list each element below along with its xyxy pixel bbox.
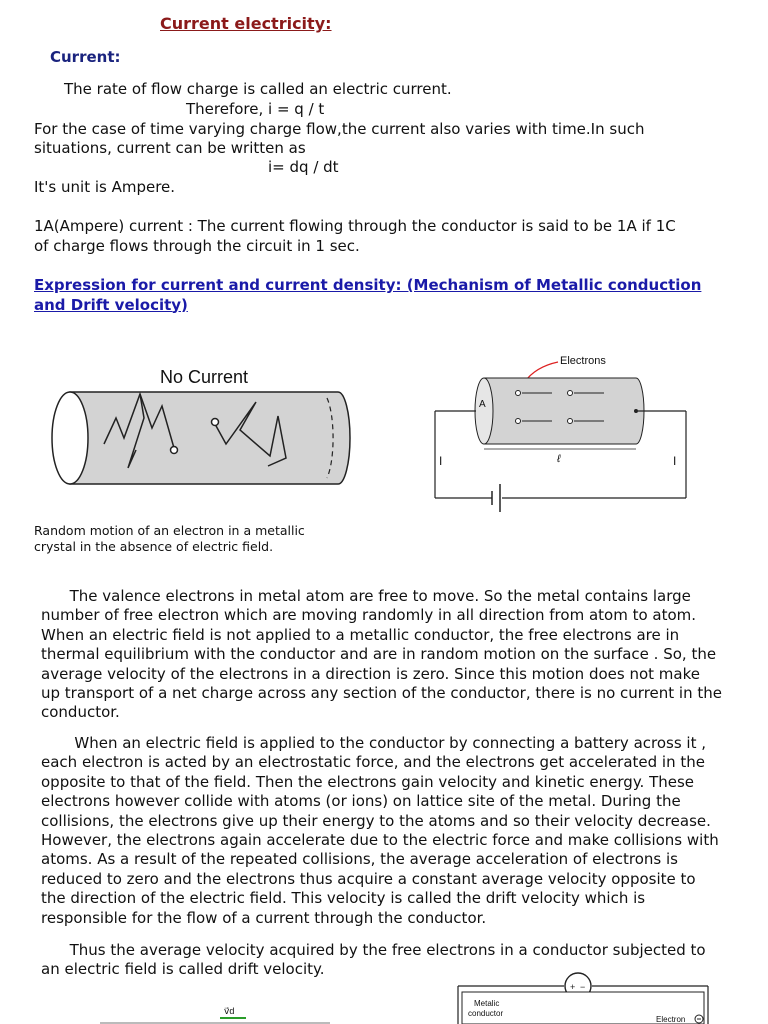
cylinder-end (52, 392, 88, 484)
para2-line: responsible for the flow of a current through the conductor. (41, 908, 487, 927)
caption-line-1: Random motion of an electron in a metallic (34, 523, 305, 538)
metallic-label-1: Metalic (474, 999, 500, 1008)
battery-minus-icon: − (580, 982, 586, 992)
current-label-right: I (673, 454, 677, 468)
para2-line: However, the electrons again accelerate due to the electric force and make collisions with (41, 831, 719, 850)
electron-dot (516, 391, 521, 396)
intro-line-1: The rate of flow charge is called an electric current. (64, 80, 452, 98)
para1-line: number of free electron which are moving randomly in all direction from atom to atom. (41, 606, 697, 625)
para3-line: Thus the average velocity acquired by the free electrons in a conductor subjected to (41, 941, 706, 959)
para1-line: up transport of a net charge across any section of the conductor, there is no current in the (41, 684, 722, 703)
intro-line-3: For the case of time varying charge flow,the current also varies with time.In such (34, 120, 645, 138)
electrons-label: Electrons (560, 355, 606, 367)
para1-line: thermal equilibrium with the conductor and are in random motion on the surface . So, the (41, 645, 717, 664)
no-current-figure (40, 358, 360, 488)
para2-line: electrons however collide with atoms (or ions) on lattice site of the metal. During the (41, 792, 681, 811)
para2-line: reduced to zero and the electrons thus acquire a constant average velocity opposite to (41, 869, 696, 888)
para2-line: collisions, the electrons give up their energy to the atoms and so their velocity decrease. (41, 811, 711, 830)
electron-dot (568, 391, 573, 396)
para2-line: the direction of the electric field. This velocity is called the drift velocity which is (41, 889, 646, 908)
para2-line: each electron is acted by an electrostatic force, and the electrons get accelerated in the (41, 753, 705, 772)
intro-formula-2: i= dq / dt (268, 158, 339, 176)
para1-line: The valence electrons in metal atom are free to move. So the metal contains large (41, 587, 691, 605)
electron-dot (516, 419, 521, 424)
right-terminal (634, 409, 638, 413)
section-heading-line-1: Expression for current and current density: (Mechanism of Metallic conduction (34, 276, 702, 294)
intro-line-7: 1A(Ampere) current : The current flowing through the conductor is said to be 1A if 1C (34, 217, 676, 235)
electron-1 (171, 447, 178, 454)
paragraph-1 (41, 587, 741, 723)
para3-line: an electric field is called drift velocity. (41, 960, 325, 979)
cylinder-body (70, 392, 350, 484)
vd-label: v⃗d (224, 1006, 235, 1016)
length-label: ℓ (557, 453, 561, 465)
metallic-conductor-figure (452, 970, 714, 1024)
current-heading: Current: (50, 48, 121, 66)
no-current-label: No Current (159, 367, 249, 387)
intro-formula-1: Therefore, i = q / t (186, 100, 325, 118)
para1-line: conductor. (41, 703, 120, 722)
caption-line-2: crystal in the absence of electric field. (34, 539, 274, 554)
section-heading-line-2: and Drift velocity) (34, 295, 188, 314)
battery-plus-icon: + (570, 982, 576, 992)
intro-line-4: situations, current can be written as (34, 139, 306, 157)
drift-velocity-figure (100, 1000, 330, 1024)
current-label-left: I (439, 454, 443, 468)
drift-circuit-figure (430, 348, 692, 513)
figure-caption (34, 523, 305, 555)
section-heading (34, 276, 701, 315)
electron-2 (212, 419, 219, 426)
area-label: A (479, 399, 486, 410)
para2-line: When an electric field is applied to the conductor by connecting a battery across it , (41, 734, 707, 752)
metallic-label-2: conductor (468, 1009, 504, 1018)
para2-line: opposite to that of the field. Then the electrons gain velocity and kinetic energy. These (41, 772, 695, 791)
intro-unit: It's unit is Ampere. (34, 178, 176, 196)
para2-line: atoms. As a result of the repeated collisions, the average acceleration of electrons is (41, 850, 678, 869)
electron-dot (568, 419, 573, 424)
intro-line-8: of charge flows through the circuit in 1 sec. (34, 237, 360, 255)
conductor-end (475, 378, 493, 444)
paragraph-2 (41, 734, 741, 928)
para1-line: When an electric field is not applied to a metallic conductor, the free electrons are in (41, 625, 680, 644)
electron-label: Electron (656, 1015, 686, 1024)
para1-line: average velocity of the electrons in a direction is zero. Since this motion does not make (41, 664, 700, 683)
page-title: Current electricity: (160, 14, 332, 33)
conductor-body (484, 378, 644, 444)
